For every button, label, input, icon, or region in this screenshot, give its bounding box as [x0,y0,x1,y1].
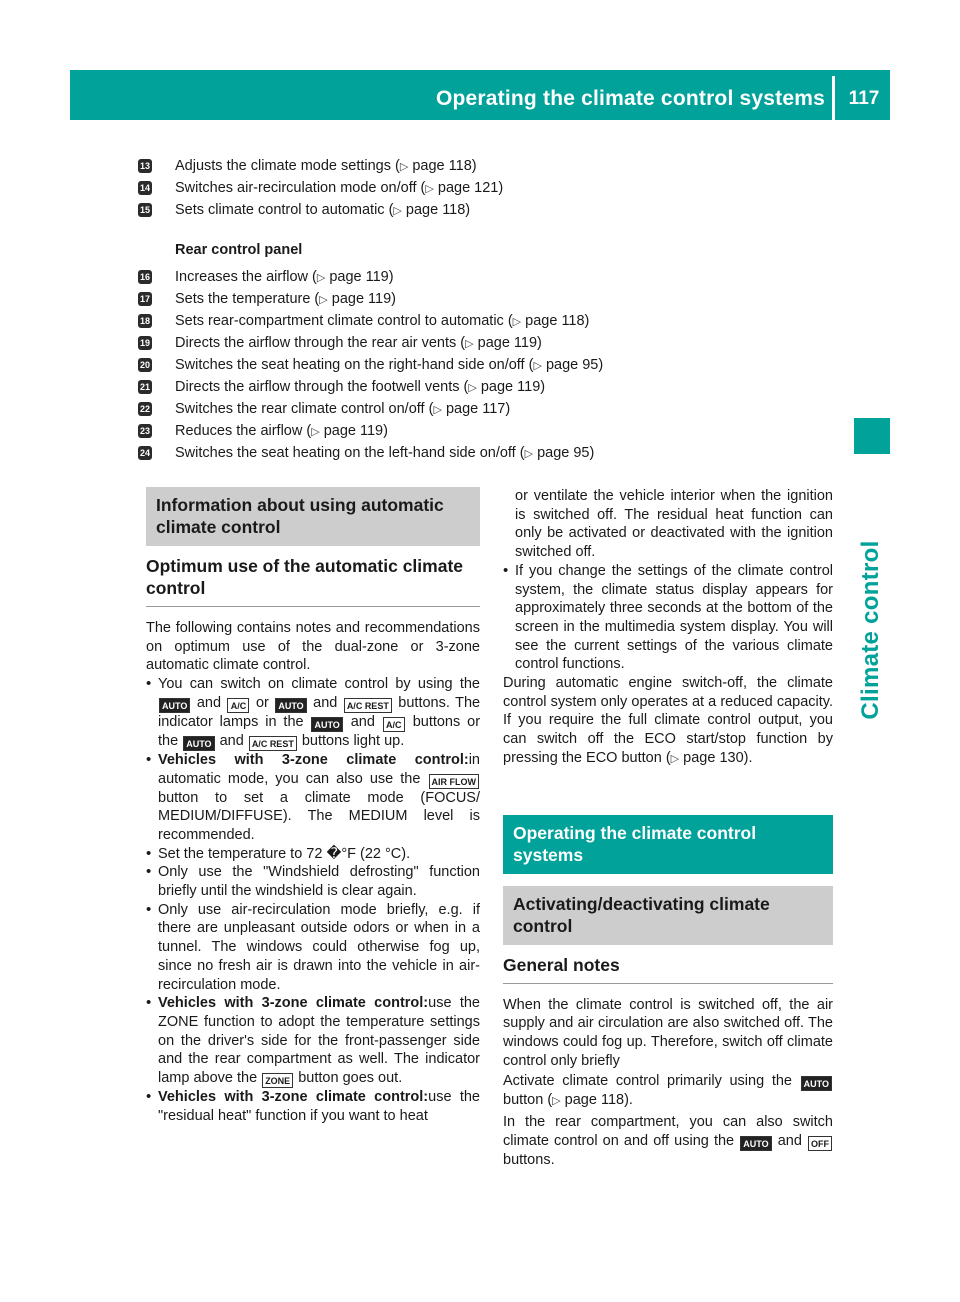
list-item [146,994,480,1088]
paragraph-text: button ( [503,1092,553,1109]
zone-key-icon: ZONE [262,1073,293,1088]
page-ref-link[interactable]: page 118) [525,313,590,329]
legend-item [138,288,838,310]
page-ref-arrow-icon: ▷ [670,752,680,765]
legend-item [138,442,838,464]
page-ref-arrow-icon: ▷ [393,205,402,217]
page-ref-link[interactable]: page 119) [331,291,396,307]
paragraph-text: and [777,1132,802,1149]
ac-key-icon: A/C [227,698,249,713]
list-item: • If you change the settings of the climate control system, the climate status display appears for approximately three seconds at the bottom of the screen in the multimedia system display. You will see the current settings of the various climate control functions. [503,562,833,674]
ac-rest-key-icon: A/C REST [249,736,297,751]
page-ref-arrow-icon: ▷ [425,183,434,195]
page-ref-arrow-icon: ▷ [465,338,474,350]
subsection-box-title: Activating/deactivating climate control [503,886,833,945]
intro-paragraph: The following contains notes and recommendations on optimum use of the dual-zone or 3-zone automatic climate control. [146,620,480,674]
page-ref-arrow-icon: ▷ [433,404,442,416]
page-ref-link[interactable]: page 118). [564,1092,633,1109]
page-ref-arrow-icon: ▷ [512,316,522,328]
list-text: buttons. The indicator lamps in the [158,694,481,730]
off-key-icon: OFF [808,1136,832,1151]
page-ref-arrow-icon: ▷ [533,360,542,372]
list-text: buttons light up. [301,732,405,749]
eco-paragraph [503,674,833,769]
page-ref-link[interactable]: page 117) [445,401,511,417]
legend-number-badge: 24 [139,448,150,458]
legend-text: Reduces the airflow ( [175,423,312,439]
list-text: use the "residual heat" function if you want to heat [158,1089,480,1124]
list-item: • Only use the "Windshield defrosting" function briefly until the windshield is clear again. [146,863,480,900]
legend-number-badge: 15 [139,205,150,215]
legend-text: Sets climate control to automatic ( [175,202,394,218]
chapter-tab-label: Climate control [857,540,884,720]
page-ref-arrow-icon: ▷ [319,294,328,306]
list-text: button to set a climate mode (FOCUS/ MEDIUM/DIFFUSE). The MEDIUM level is recommended. [158,789,480,843]
left-column [146,487,480,1125]
list-text: buttons or the [158,713,481,749]
right-column [503,487,833,1169]
page-ref-link[interactable]: page 119) [323,423,388,439]
list-text: button goes out. [298,1070,403,1087]
rear-paragraph [503,1113,833,1169]
list-text: and [350,713,375,730]
paragraph-text: During automatic engine switch-off, the climate control system only operates at a reduced capacity. If you require the full climate control output, you can switch off the ECO start/stop function by pressing the ECO button ( [503,675,833,766]
list-item [146,1088,480,1125]
legend-text: Adjusts the climate mode settings ( [175,158,400,174]
airflow-key-icon: AIR FLOW [429,774,480,789]
section-title: General notes [503,954,833,984]
section-title: Optimum use of the automatic climate control [146,555,480,607]
legend-item [138,177,838,199]
page-ref-arrow-icon: ▷ [311,426,320,438]
legend-text: Increases the airflow ( [175,269,317,285]
auto-key-icon: AUTO [275,698,306,713]
legend-item [138,155,838,177]
auto-key-icon: AUTO [740,1136,771,1151]
list-item [146,675,480,751]
auto-key-icon: AUTO [311,717,342,732]
list-text: use the ZONE function to adopt the temperature settings on the driver's side for the front-passenger side and the rear compartment as well. The indicator lamp above the [158,995,480,1087]
list-item: • Set the temperature to 72 �°F (22 ‌°C). [146,845,480,864]
list-item: • Only use air-recirculation mode briefly, e.g. if there are unpleasant outside odors or when in a tunnel. The windows could otherwise fog up, since no fresh air is drawn into the vehicle in air-recirculation mode. [146,901,480,995]
legend-text: Directs the airflow through the rear air vents ( [175,335,466,351]
paragraph-text: buttons. [503,1151,555,1168]
legend-text: Switches the seat heating on the right-hand side on/off ( [175,357,534,373]
page-ref-arrow-icon: ▷ [524,448,534,460]
list-text: and [196,694,222,711]
legend-item [138,266,838,288]
page-ref-arrow-icon: ▷ [316,272,326,284]
legend-number-badge: 14 [139,183,150,193]
list-text: in automatic mode, you can also use the [158,751,480,787]
header-divider [832,76,835,120]
legend-item [138,310,838,332]
legend-item [138,332,838,354]
legend-item [138,420,838,442]
list-text: and [313,694,338,711]
list-text: You can switch on climate control by using the [158,676,480,693]
legend-text: Directs the airflow through the footwell vents ( [175,379,469,395]
notes-paragraph: When the climate control is switched off, the air supply and air circulation are also switched off. The windows could fog up. Therefore, switch off climate control only briefly [503,996,833,1069]
legend-text: Switches air-recirculation mode on/off ( [175,180,426,196]
list-text: and [219,732,244,749]
page-ref-link[interactable]: page 95) [537,445,595,461]
legend-number-badge: 21 [139,382,150,392]
page-header-title: Operating the climate control systems [435,87,825,110]
legend-item [138,376,838,398]
legend-item [138,398,838,420]
list-item [146,751,480,845]
legend-subheading: Rear control panel [175,242,303,258]
legend-number-badge: 20 [139,360,150,370]
page-ref-link[interactable]: page 121) [437,180,504,196]
page-ref-link[interactable]: page 119) [480,379,546,395]
page-ref-link[interactable]: page 130). [683,749,753,766]
paragraph-text: Activate climate control primarily using the [503,1073,792,1090]
page-ref-link[interactable]: page 118) [412,158,477,174]
notes-list-continued [503,562,833,674]
ac-key-icon: A/C [383,717,405,732]
legend-number-badge: 22 [139,404,150,414]
list-bold-lead: Vehicles with 3-zone climate control: [158,995,429,1012]
legend-item [138,199,838,221]
activate-paragraph [503,1072,833,1111]
chapter-tab-square [854,418,890,454]
list-bold-lead: Vehicles with 3-zone climate control: [158,1089,429,1106]
legend-list [138,155,838,464]
auto-key-icon: AUTO [183,736,214,751]
page-ref-link[interactable]: page 119) [329,269,394,285]
auto-key-icon: AUTO [801,1076,832,1091]
ac-rest-key-icon: A/C REST [344,698,392,713]
list-bold-lead: Vehicles with 3-zone climate control: [158,751,469,768]
legend-number-badge: 13 [139,161,150,171]
auto-key-icon: AUTO [159,698,190,713]
paragraph-text: In the rear compartment, you can also switch climate control on and off using the [503,1114,833,1149]
page-ref-link[interactable]: page 119) [477,335,542,351]
page-ref-arrow-icon: ▷ [468,382,477,394]
page-ref-link[interactable]: page 118) [405,202,471,218]
legend-number-badge: 16 [139,272,150,282]
legend-number-badge: 23 [139,426,150,436]
legend-text: Switches the rear climate control on/off ( [175,401,434,417]
info-box-title: Information about using automatic climate control [146,487,480,546]
legend-text: Sets the temperature ( [175,291,320,307]
page-number: 117 [848,88,880,109]
header-bar [70,70,890,120]
notes-list [146,675,480,1125]
page-ref-arrow-icon: ▷ [399,161,409,173]
page-ref-arrow-icon: ▷ [552,1095,561,1108]
continued-paragraph: or ventilate the vehicle interior when the ignition is switched off. The residual heat function can only be activated or deactivated with the ignition switched off. [515,488,833,561]
page-ref-link[interactable]: page 95) [545,357,604,373]
legend-text: Switches the seat heating on the left-hand side on/off ( [175,445,525,461]
legend-number-badge: 18 [139,316,150,326]
list-text: or [255,694,269,711]
section-banner: Operating the climate control systems [503,815,833,874]
legend-number-badge: 17 [139,294,150,304]
legend-number-badge: 19 [139,338,150,348]
legend-text: Sets rear-compartment climate control to automatic ( [175,313,513,329]
legend-item [138,354,838,376]
